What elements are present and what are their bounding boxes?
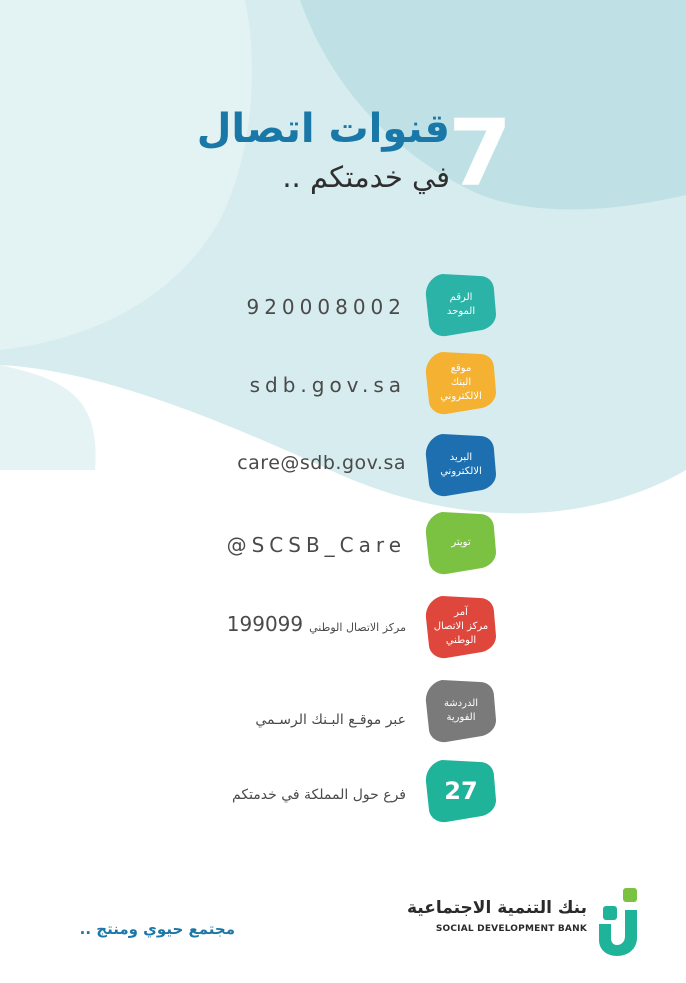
channel-badge-title: آمر	[454, 607, 468, 618]
channel-row-twitter	[0, 506, 686, 586]
hero-title: قنوات اتصال	[196, 106, 450, 152]
channel-badge-branches	[424, 758, 498, 824]
bank-name-en: SOCIAL DEVELOPMENT BANK	[435, 924, 587, 934]
channel-value-text: @SCSB_Care	[226, 533, 406, 557]
channel-badge-line: البنك	[450, 377, 472, 388]
channel-badge-website	[424, 350, 498, 416]
bank-name-ar: بنك التنمية الاجتماعية	[406, 898, 587, 918]
channel-value-text: sdb.gov.sa	[249, 373, 406, 397]
channel-row-email	[0, 428, 686, 508]
sdb-logo-icon	[593, 888, 645, 958]
channel-badge-label: 27	[444, 777, 478, 805]
channel-value-twitter[interactable]	[227, 533, 406, 557]
channel-badge-line: البريد	[449, 452, 473, 463]
channel-value-note: مركز الاتصال الوطني	[309, 621, 406, 634]
channel-value-text: 920008002	[246, 295, 406, 319]
channel-badge-line: تويتر	[451, 537, 471, 548]
channel-badge-unified-number	[424, 272, 498, 338]
channel-value-text: 199099	[226, 612, 304, 636]
bank-logo	[406, 888, 645, 958]
channel-badge-line: مركز الاتصال	[433, 621, 489, 632]
channel-badge-label	[430, 606, 492, 648]
hero-number: 7	[448, 100, 513, 207]
channel-badge-line: الفورية	[446, 712, 476, 723]
channel-badge-label	[430, 362, 492, 404]
channel-row-website	[0, 346, 686, 426]
channel-badge-amr-national-center	[424, 594, 498, 660]
channel-badge-line: الوطني	[445, 635, 477, 646]
channel-badge-live-chat	[424, 678, 498, 744]
channel-badge-line: الدردشة	[443, 698, 479, 709]
channel-value-branches	[232, 787, 406, 803]
channel-badge-label	[430, 451, 492, 479]
channel-badge-line: الالكتروني	[440, 391, 482, 402]
channel-value-email[interactable]	[237, 452, 406, 474]
channel-badge-label	[430, 536, 492, 550]
channel-value-website[interactable]	[250, 373, 406, 397]
channel-badge-email	[424, 432, 498, 498]
channel-row-unified-number	[0, 268, 686, 348]
channel-value-unified-number[interactable]	[246, 295, 406, 319]
channel-value-amr-national-center	[227, 612, 406, 636]
footer-slogan: مجتمع حيوي ومنتج ..	[79, 920, 235, 938]
channel-value-live-chat	[255, 712, 406, 728]
channel-badge-twitter	[424, 510, 498, 576]
channel-badge-line: الرقم	[449, 292, 473, 303]
channel-row-amr-national-center	[0, 590, 686, 670]
channel-badge-label	[430, 291, 492, 319]
channel-value-text: عبر موقـع البـنك الرسـمي	[255, 712, 406, 728]
channel-badge-line: الالكتروني	[440, 466, 482, 477]
channel-badge-line: موقع	[450, 363, 472, 374]
channel-row-live-chat	[0, 674, 686, 754]
channel-badge-line: الموحد	[446, 306, 476, 317]
hero-subtitle: في خدمتكم ..	[282, 160, 450, 194]
channel-badge-label	[430, 697, 492, 725]
channel-row-branches	[0, 754, 686, 834]
channel-value-text: فرع حول المملكة في خدمتكم	[232, 787, 406, 803]
channel-value-text: care@sdb.gov.sa	[237, 452, 406, 474]
